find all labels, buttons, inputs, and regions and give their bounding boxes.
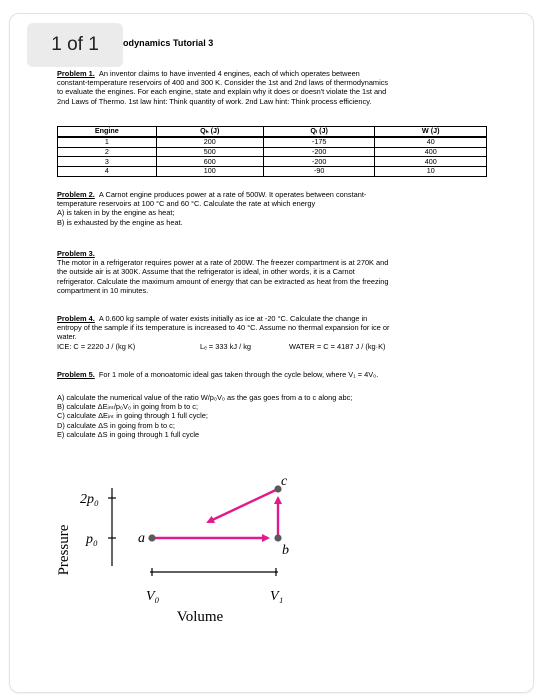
volume-axis-label: Volume — [176, 609, 224, 625]
problem-5-line-1: For 1 mole of a monoatomic ideal gas taken through the cycle below, where V₁ = 4V₀. — [98, 370, 379, 379]
problem-2-line-4: B) is exhausted by the engine as heat. — [57, 217, 183, 227]
problem-3-line-4: compartment in 10 minutes. — [57, 285, 149, 295]
problem-4 — [57, 314, 489, 351]
problem-1-line-2: constant-temperature reservoirs of 400 and 300 K. Consider the 1st and 2nd laws of thermodynamics — [57, 78, 389, 88]
point-a-marker — [148, 534, 155, 541]
table-cell: -200 — [263, 147, 375, 157]
table-header-engine: Engine — [58, 127, 157, 137]
problem-1-line-1: An inventor claims to have invented 4 engines, each of which operates between — [98, 69, 360, 78]
table-cell: 1 — [58, 137, 157, 147]
problem-5-label: Problem 5. — [57, 370, 95, 379]
table-header-w: W (J) — [375, 127, 487, 137]
tick-2p0-label: 2p₀ — [80, 492, 99, 507]
table-cell: 40 — [375, 137, 487, 147]
problem-1-label: Problem 1. — [57, 69, 95, 78]
table-row — [58, 147, 487, 157]
table-cell: -200 — [263, 157, 375, 167]
table-cell: 400 — [375, 147, 487, 157]
table-cell: -90 — [263, 167, 375, 177]
problem-5 — [57, 370, 489, 379]
engine-table — [57, 126, 487, 177]
table-cell: 400 — [375, 157, 487, 167]
table-cell: 2 — [58, 147, 157, 157]
page-indicator: 1 of 1 — [27, 23, 123, 67]
tick-v1-label: V₁ — [270, 589, 284, 604]
table-cell: 4 — [58, 167, 157, 177]
pressure-axis-label: Pressure — [56, 524, 72, 576]
table-cell: 600 — [156, 157, 263, 167]
problem-2-label: Problem 2. — [57, 190, 95, 199]
problem-3-line-1: The motor in a refrigerator requires power at a rate of 200W. The freezer compartment is at 270K and — [57, 258, 389, 268]
table-cell: -175 — [263, 137, 375, 147]
ice-constant: ICE: C = 2220 J / (kg K) — [57, 341, 136, 351]
table-cell: 500 — [156, 147, 263, 157]
problem-4-line-3: water. — [57, 332, 77, 342]
problem-2-line-3: A) is taken in by the engine as heat; — [57, 208, 175, 218]
pv-diagram — [50, 472, 310, 632]
table-header-row — [58, 127, 487, 137]
problem-2-line-1: A Carnot engine produces power at a rate of 500W. It operates between constant- — [98, 190, 367, 199]
point-c-label: c — [281, 474, 288, 489]
point-b-label: b — [282, 543, 289, 558]
tick-p0-label: p₀ — [86, 532, 98, 547]
problem-1-line-4: 2nd Laws of Thermo. 1st law hint: Think quantity of work. 2nd Law hint: Think process efficiency. — [57, 96, 372, 106]
point-b-marker — [274, 534, 281, 541]
problem-5-parts — [57, 393, 489, 439]
problem-3-line-3: refrigerator. Calculate the maximum amount of energy that can be extracted as heat from the freezing — [57, 276, 389, 286]
table-cell: 200 — [156, 137, 263, 147]
problem-1-line-3: to evaluate the engines. For each engine, state and explain why it does or doesn't violate the 1st and — [57, 87, 387, 97]
table-row — [58, 167, 487, 177]
table-cell: 3 — [58, 157, 157, 167]
point-a-label: a — [138, 531, 145, 546]
table-row — [58, 137, 487, 147]
problem-2 — [57, 190, 489, 227]
problem-5-part-b: B) calculate ΔEᵢₙₜ/p₀V₀ in going from b to c; — [57, 402, 199, 412]
problem-4-line-2: entropy of the sample if its temperature is increased to 40 °C. Assume no thermal expansion for ice or — [57, 323, 390, 333]
problem-3-line-2: the outside air is at 300K. Assume that the refrigerator is ideal, in other words, it is a Carnot — [57, 267, 355, 277]
problem-4-constants — [57, 342, 489, 351]
table-row — [58, 157, 487, 167]
table-header-qh: Qₕ (J) — [156, 127, 263, 137]
problem-5-part-e: E) calculate ΔS in going through 1 full cycle — [57, 429, 200, 439]
problem-5-part-d: D) calculate ΔS in going from b to c; — [57, 420, 175, 430]
problem-3 — [57, 249, 489, 295]
table-header-ql: Qₗ (J) — [263, 127, 375, 137]
latent-heat-constant: Lₑ = 333 kJ / kg — [200, 341, 252, 351]
table-cell: 100 — [156, 167, 263, 177]
problem-3-label: Problem 3. — [57, 249, 95, 258]
table-cell: 10 — [375, 167, 487, 177]
problem-1 — [57, 69, 489, 106]
problem-4-label: Problem 4. — [57, 314, 95, 323]
document-title: odynamics Tutorial 3 — [123, 38, 214, 48]
problem-5-part-c: C) calculate ΔEᵢₙₜ in going through 1 full cycle; — [57, 411, 208, 421]
problem-5-part-a: A) calculate the numerical value of the ratio W/p₀V₀ as the gas goes from a to c along abc; — [57, 393, 353, 402]
problem-2-line-2: temperature reservoirs at 100 °C and 60 °C. Calculate the rate at which energy — [57, 199, 316, 209]
problem-4-line-1: A 0.600 kg sample of water exists initially as ice at -20 °C. Calculate the change in — [98, 314, 368, 323]
path-c-to-a — [208, 489, 278, 522]
water-constant: WATER = C = 4187 J / (kg·K) — [289, 341, 386, 351]
tick-v0-label: V₀ — [146, 589, 160, 604]
